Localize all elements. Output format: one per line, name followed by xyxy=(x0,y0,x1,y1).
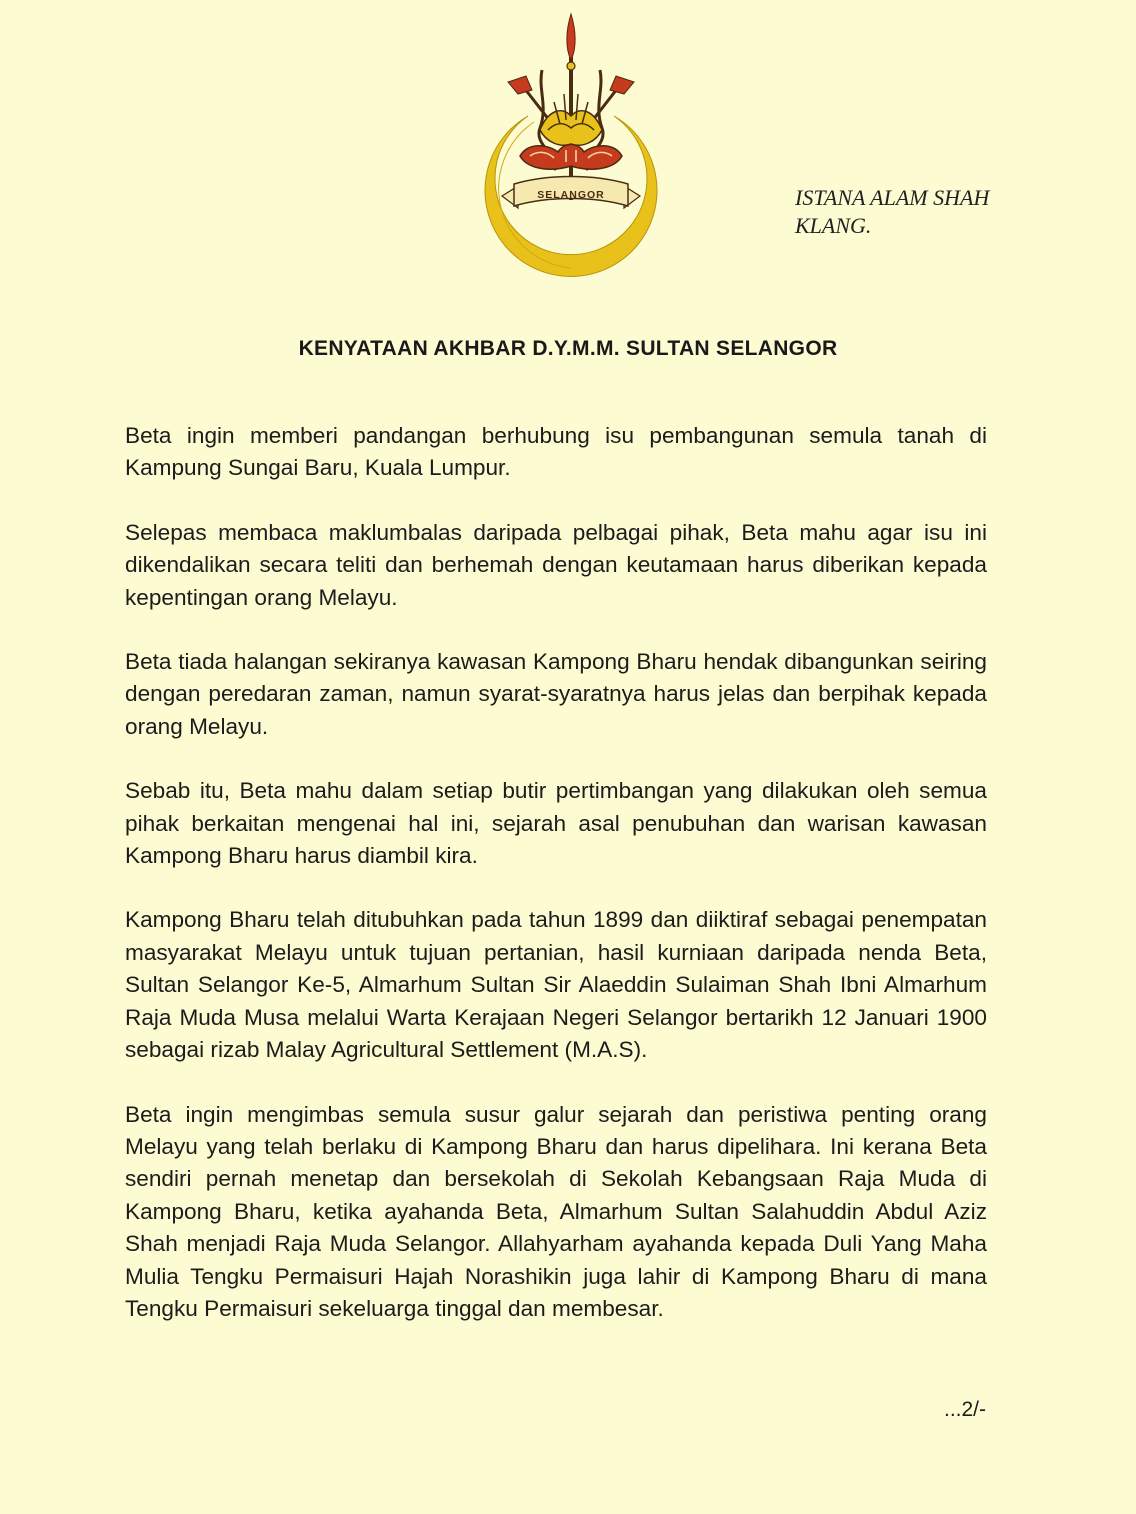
paragraph: Kampong Bharu telah ditubuhkan pada tahun 1899 dan diiktiraf sebagai penempatan masyarakat Melayu untuk tujuan pertanian, hasil kurniaan daripada nenda Beta, Sultan Selangor Ke-5, Almarhum Sultan Sir Alaeddin Sulaiman Shah Ibni Almarhum Raja Muda Musa melalui Warta Kerajaan Negeri Selangor bertarikh 12 Januari 1900 sebagai rizab Malay Agricultural Settlement (M.A.S). xyxy=(125,907,987,1063)
address-line-1: ISTANA ALAM SHAH xyxy=(795,185,990,210)
paragraph: Beta ingin mengimbas semula susur galur sejarah dan peristiwa penting orang Melayu yang telah berlaku di Kampong Bharu dan harus dipelihara. Ini kerana Beta sendiri pernah menetap dan bersekolah di Sekolah Kebangsaan Raja Muda di Kampong Bharu, ketika ayahanda Beta, Almarhum Sultan Salahuddin Abdul Aziz Shah menjadi Raja Muda Selangor. Allahyarham ayahanda kepada Duli Yang Maha Mulia Tengku Permaisuri Hajah Norashikin juga lahir di Kampong Bharu di mana Tengku Permaisuri sekeluarga tinggal dan membesar. xyxy=(125,1101,987,1321)
statement-body xyxy=(125,420,987,1357)
paragraph: Beta tiada halangan sekiranya kawasan Kampong Bharu hendak dibangunkan seiring dengan peredaran zaman, namun syarat-syaratnya harus jelas dan berpihak kepada orang Melayu. xyxy=(125,649,987,739)
address-line-2: KLANG. xyxy=(795,213,872,238)
address-block xyxy=(795,184,989,240)
paragraph: Selepas membaca maklumbalas daripada pelbagai pihak, Beta mahu agar isu ini dikendalikan secara teliti dan berhemah dengan keutamaan harus diberikan kepada kepentingan orang Melayu. xyxy=(125,519,987,610)
crest-banner-text: SELANGOR xyxy=(537,189,605,201)
paragraph: Sebab itu, Beta mahu dalam setiap butir pertimbangan yang dilakukan oleh semua pihak berkaitan mengenai hal ini, sejarah asal penubuhan dan warisan kawasan Kampong Bharu harus diambil kira. xyxy=(125,778,987,869)
paragraph: Beta ingin memberi pandangan berhubung isu pembangunan semula tanah di Kampung Sungai Baru, Kuala Lumpur. xyxy=(125,423,987,481)
selangor-crest-icon xyxy=(478,10,664,278)
page-number: ...2/- xyxy=(943,1398,986,1421)
page-title: KENYATAAN AKHBAR D.Y.M.M. SULTAN SELANGOR xyxy=(298,337,838,360)
